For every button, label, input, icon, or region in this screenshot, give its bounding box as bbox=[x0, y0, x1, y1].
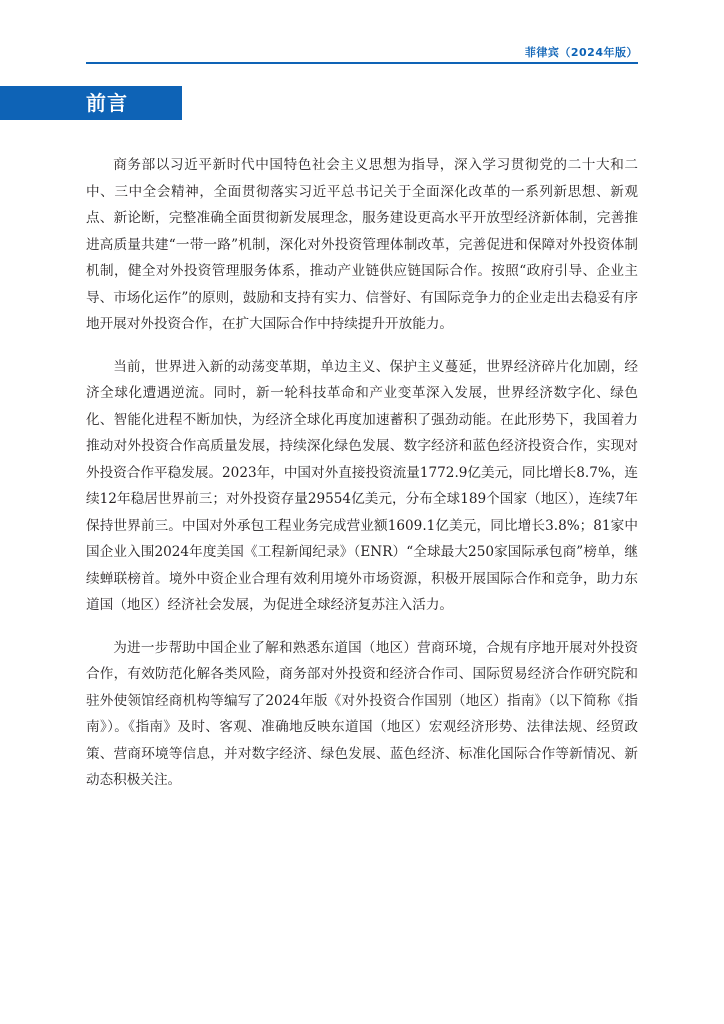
body-text bbox=[86, 152, 638, 810]
section-banner bbox=[0, 86, 182, 120]
paragraph-3: 为进一步帮助中国企业了解和熟悉东道国（地区）营商环境，合规有序地开展对外投资合作，有效防范化解各类风险，商务部对外投资和经济合作司、国际贸易经济合作研究院和驻外使领馆经商机构等编写了2024年版《对外投资合作国别（地区）指南》（以下简称《指南》）。《指南》及时、客观、准确地反映东道国（地区）宏观经济形势、法律法规、经贸政策、营商环境等信息，并对数字经济、绿色发展、蓝色经济、标准化国际合作等新情况、新动态积极关注。 bbox=[86, 639, 638, 788]
section-title: 前言 bbox=[86, 91, 128, 115]
paragraph-1: 商务部以习近平新时代中国特色社会主义思想为指导，深入学习贯彻党的二十大和二中、三中全会精神，全面贯彻落实习近平总书记关于全面深化改革的一系列新思想、新观点、新论断，完整准确全面贯彻新发展理念，服务建设更高水平开放型经济新体制，完善推进高质量共建“一带一路”机制，深化对外投资管理体制改革，完善促进和保障对外投资体制机制，健全对外投资管理服务体系，推动产业链供应链国际合作。按照“政府引导、企业主导、市场化运作”的原则，鼓励和支持有实力、信誉好、有国际竞争力的企业走出去稳妥有序地开展对外投资合作，在扩大国际合作中持续提升开放能力。 bbox=[86, 157, 638, 332]
paragraph-2: 当前，世界进入新的动荡变革期，单边主义、保护主义蔓延，世界经济碎片化加剧，经济全球化遭遇逆流。同时，新一轮科技革命和产业变革深入发展，世界经济数字化、绿色化、智能化进程不断加快，为经济全球化再度加速蓄积了强劲动能。在此形势下，我国着力推动对外投资合作高质量发展，持续深化绿色发展、数字经济和蓝色经济投资合作，实现对外投资合作平稳发展。2023年，中国对外直接投资流量1772.9亿美元，同比增长8.7%，连续12年稳居世界前三；对外投资存量29554亿美元，分布全球189个国家（地区），连续7年保持世界前三。中国对外承包工程业务完成营业额1609.1亿美元，同比增长3.8%；81家中国企业入围2024年度美国《工程新闻纪录》（ENR）“全球最大250家国际承包商”榜单，继续蝉联榜首。境外中资企业合理有效利用境外市场资源，积极开展国际合作和竞争，助力东道国（地区）经济社会发展，为促进全球经济复苏注入活力。 bbox=[86, 358, 638, 613]
header-rule bbox=[86, 62, 638, 64]
running-header: 菲律宾（2024年版） bbox=[524, 46, 638, 59]
